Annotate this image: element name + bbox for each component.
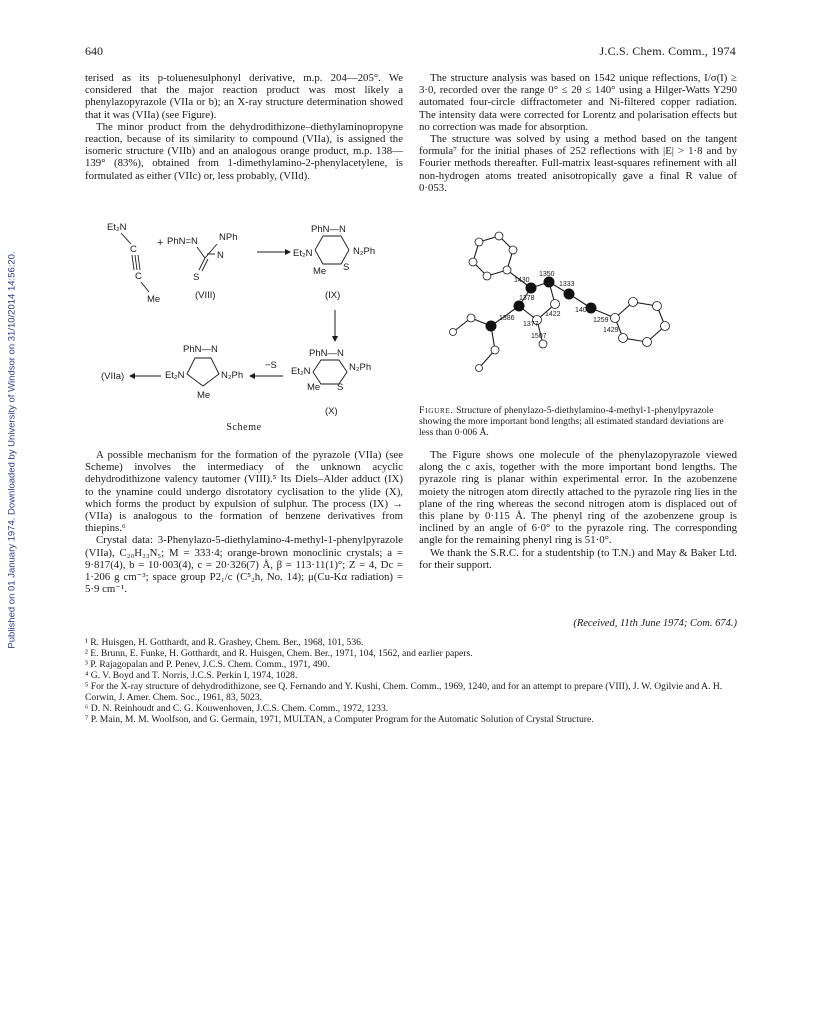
- scheme-s-label: S: [337, 382, 344, 393]
- references: [85, 637, 745, 725]
- paragraph: The minor product from the dehydrodithizone–diethylaminopropyne reaction, because of its similarity to compound (VIIa), is assigned the isomeric structure (VIIb) and an analogous orange product, m.p. 138—139° (83%), obtained from 1-dimethylamino-2-phenylacetylene, is formulated as either (VIIc) or, less probably, (VIId).: [85, 120, 403, 182]
- compound-label-x: (X): [325, 406, 338, 417]
- reference-item: ² E. Brunn, E. Funke, H. Gotthardt, and R. Huisgen, Chem. Ber., 1971, 104, 1562, and earlier papers.: [85, 648, 473, 659]
- scheme-nph-label: NPh: [219, 232, 238, 243]
- scheme-n2ph-label: N₂Ph: [221, 370, 244, 381]
- compound-label-ix: (IX): [325, 290, 341, 301]
- scheme-drawing: [85, 218, 403, 418]
- bond-length-label: 1507: [531, 333, 547, 340]
- scheme-c-label: C: [130, 244, 137, 255]
- scheme-n-label: N: [217, 250, 224, 261]
- bond-length-label: 1422: [545, 311, 561, 318]
- paragraph: The Figure shows one molecule of the phenylazopyrazole viewed along the c axis, together with the more important bond lengths. The pyrazole ring is planar within experimental error. In the azobenzene moiety the nitrogen atom directly attached to the pyrazole ring lies in the plane of the ring whereas the second nitrogen atom is displaced out of this plane by 0·115 Å. The phenyl ring of the azobenzene group is inclined by an angle of 6·0° to the pyrazole ring. The corresponding angle for the remaining phenyl ring is 51·0°.: [419, 449, 737, 547]
- reference-item: ⁵ For the X-ray structure of dehydrodithizone, see Q. Fernando and Y. Kushi, Chem. Comm., 1969, 1240, and for an attempt to prepare (VIII), J. W. Ogilvie and A. H. Corwin, J. Amer. Chem. Soc., 1961, 83, 5023.: [85, 681, 723, 703]
- right-column-top: [419, 72, 737, 194]
- scheme-me-label: Me: [313, 266, 327, 277]
- bond-length-label: 1377: [523, 321, 539, 328]
- scheme-et2n-label: Et₂N: [291, 366, 311, 377]
- scheme-c-label: C: [135, 271, 142, 282]
- scheme-me-label: Me: [147, 294, 161, 305]
- compound-label-viia: (VIIa): [101, 371, 125, 382]
- bond-length-label: 1333: [559, 281, 575, 288]
- paragraph: Crystal data: 3-Phenylazo-5-diethylamino-4-methyl-1-phenylpyrazole (VIIa), C₂₀H₂₃N₅; M = 333·4; orange-brown monoclinic crystals; a = 9·817(4), b = 10·003(4), c = 20·326(7) Å, β = 113·11(1)°; Z = 4, Dc = 1·206 g cm⁻³; space group P2₁/c (C⁵₂h, No. 14); μ(Cu-Kα radiation) = 5·9 cm⁻¹.: [85, 534, 403, 596]
- figure-caption-label: Figure.: [419, 405, 454, 416]
- left-column-bottom: [85, 449, 403, 595]
- paragraph: terised as its p-toluenesulphonyl derivative, m.p. 204—205°. We considered that the major reaction product was most likely a phenylazopyrazole (VIIa or b); an X-ray structure determination showed that it was (VIIa) (see Figure).: [85, 72, 403, 121]
- molecule-drawing: [419, 222, 737, 402]
- bond-length-label: 1350: [539, 271, 555, 278]
- bond-length-label: 1408: [575, 307, 591, 314]
- published-note[interactable]: Published on 01 January 1974. Downloaded by University of Windsor on 31/10/2014 14:56:20.: [6, 251, 18, 649]
- scheme-s-label: S: [343, 262, 350, 273]
- figure-caption-text: Structure of phenylazo-5-diethylamino-4-methyl-1-phenylpyrazole showing the more important bond lengths; all estimated standard deviations are less than 0·006 Å.: [419, 405, 724, 438]
- scheme-caption: Scheme: [226, 422, 262, 433]
- journal-title: J.C.S. Chem. Comm., 1974: [599, 44, 736, 58]
- scheme-phn-n-label: PhN—N: [183, 344, 218, 355]
- published-watermark: [2, 190, 22, 710]
- paragraph: The structure was solved by using a method based on the tangent formula⁷ for the initial phases of 252 reflections with |E| > 1·8 and by Fourier methods thereafter. Full-matrix least-squares refinement with all non-hydrogen atoms treated anisotropically gave a final R value of 0·053.: [419, 133, 737, 194]
- bond-length-label: 1259: [593, 317, 609, 324]
- paragraph: A possible mechanism for the formation of the pyrazole (VIIa) (see Scheme) involves the intermediacy of the unknown acyclic dehydrodithizone valency tautomer (VIII).⁵ Its Diels–Alder adduct (IX) to the ynamine could undergo disrotatory cyclisation to the ylide (X), which forms the product by expulsion of sulphur. The process (IX) → (VIIa) is analogous to the formation of benzene derivatives from thiepins.⁶: [85, 449, 403, 535]
- molecule-figure: [419, 222, 737, 402]
- scheme-me-label: Me: [307, 382, 321, 393]
- scheme-minus-s-label: −S: [265, 360, 277, 371]
- scheme-et2n-label: Et₂N: [293, 248, 313, 259]
- figure-caption: [419, 405, 737, 438]
- scheme-phn-n-label: PhN—N: [309, 348, 344, 359]
- right-column-bottom: [419, 449, 737, 571]
- reference-item: ³ P. Rajagopalan and P. Penev, J.C.S. Chem. Comm., 1971, 490.: [85, 659, 330, 670]
- bond-length-label: 1429: [603, 327, 619, 334]
- received-date: (Received, 11th June 1974; Com. 674.): [573, 618, 737, 629]
- reaction-scheme: [85, 218, 403, 443]
- scheme-et2n-label: Et₂N: [107, 222, 127, 233]
- scheme-n2ph-label: N₂Ph: [353, 246, 376, 257]
- reference-item: ⁶ D. N. Reinhoudt and C. G. Kouwenhoven, J.C.S. Chem. Comm., 1972, 1233.: [85, 703, 389, 714]
- compound-label-viii: (VIII): [195, 290, 216, 301]
- scheme-n2ph-label: N₂Ph: [349, 362, 372, 373]
- scheme-phn-eq-n-label: PhN=N: [167, 236, 198, 247]
- reference-item: ⁷ P. Main, M. M. Woolfson, and G. Germain, 1971, MULTAN, a Computer Program for the Automatic Solution of Crystal Structure.: [85, 714, 594, 725]
- scheme-me-label: Me: [197, 390, 211, 401]
- bond-length-label: 1378: [519, 295, 535, 302]
- page-header: [85, 44, 736, 60]
- reference-item: ⁴ G. V. Boyd and T. Norris, J.C.S. Perkin I, 1974, 1028.: [85, 670, 298, 681]
- scheme-phn-n-label: PhN—N: [311, 224, 346, 235]
- scheme-s-label: S: [193, 272, 200, 283]
- scheme-plus-sign: +: [157, 237, 164, 249]
- bond-length-label: 1386: [499, 315, 515, 322]
- left-column-top: [85, 72, 403, 182]
- paragraph: The structure analysis was based on 1542 unique reflections, I/σ(I) ≥ 3·0, recorded over the range 0° ≤ 2θ ≤ 140° using a Hilger-Watts Y290 automated four-circle diffractometer and Ni-filtered copper radiation. The intensity data were corrected for Lorentz and polarisation effects but no correction was made for absorption.: [419, 72, 737, 133]
- bond-length-label: 1430: [514, 277, 530, 284]
- paragraph: We thank the S.R.C. for a studentship (to T.N.) and May & Baker Ltd. for their support.: [419, 546, 737, 571]
- page-number: 640: [85, 44, 103, 58]
- scheme-et2n-label: Et₂N: [165, 370, 185, 381]
- reference-item: ¹ R. Huisgen, H. Gotthardt, and R. Grashey, Chem. Ber., 1968, 101, 536.: [85, 637, 364, 648]
